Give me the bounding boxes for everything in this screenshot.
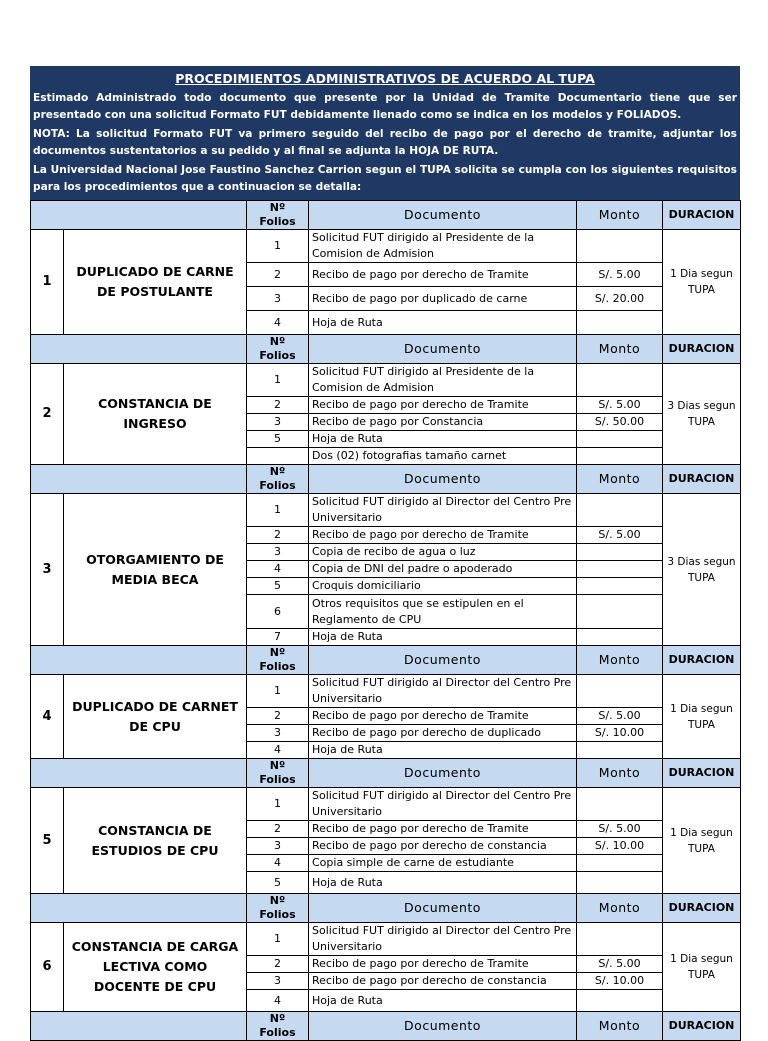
column-header-row: [31, 759, 741, 788]
document-requirement: Solicitud FUT dirigido al Director del Centro Pre Universitario: [309, 494, 577, 527]
header-monto: Monto: [577, 759, 663, 788]
document-requirement: Solicitud FUT dirigido al Director del Centro Pre Universitario: [309, 788, 577, 821]
header-documento: Documento: [309, 759, 577, 788]
document-requirement: Otros requisitos que se estipulen en el Reglamento de CPU: [309, 595, 577, 629]
amount: [577, 788, 663, 821]
folio-number: 3: [247, 725, 309, 742]
folio-number: 4: [247, 311, 309, 335]
duration: 1 Dia segun TUPA: [663, 230, 741, 335]
amount: [577, 230, 663, 263]
folio-number: 4: [247, 990, 309, 1012]
folio-number: 4: [247, 561, 309, 578]
amount: [577, 595, 663, 629]
header-monto: Monto: [577, 201, 663, 230]
folio-number: 2: [247, 397, 309, 414]
document-requirement: Recibo de pago por derecho de Tramite: [309, 708, 577, 725]
document-requirement: Dos (02) fotografias tamaño carnet: [309, 448, 577, 465]
header-folios: Nº Folios: [247, 646, 309, 675]
document-requirement: Recibo de pago por derecho de constancia: [309, 838, 577, 855]
amount: S/. 20.00: [577, 287, 663, 311]
header-documento: Documento: [309, 465, 577, 494]
header-folios: Nº Folios: [247, 335, 309, 364]
procedure-number: 2: [31, 364, 64, 465]
document-requirement: Recibo de pago por Constancia: [309, 414, 577, 431]
table-row: [31, 675, 741, 708]
header-blank-cell: [31, 759, 247, 788]
header-blank-cell: [31, 335, 247, 364]
document-requirement: Croquis domiciliario: [309, 578, 577, 595]
folio-number: [247, 448, 309, 465]
amount: [577, 431, 663, 448]
header-documento: Documento: [309, 335, 577, 364]
header-duracion: DURACION: [663, 646, 741, 675]
column-header-row: [31, 1012, 741, 1041]
document-requirement: Solicitud FUT dirigido al Presidente de la Comision de Admision: [309, 230, 577, 263]
folio-number: 1: [247, 675, 309, 708]
duration: 3 Dias segun TUPA: [663, 494, 741, 646]
document-requirement: Recibo de pago por derecho de Tramite: [309, 263, 577, 287]
amount: [577, 364, 663, 397]
document-requirement: Copia de DNI del padre o apoderado: [309, 561, 577, 578]
folio-number: 2: [247, 263, 309, 287]
intro-paragraph: Estimado Administrado todo documento que presente por la Unidad de Tramite Documentario tiene que ser presentado con una solicitud Formato FUT debidamente llenado como se indica en los modelos y FOLIADOS.: [33, 92, 737, 121]
document-title: PROCEDIMIENTOS ADMINISTRATIVOS DE ACUERDO AL TUPA: [175, 71, 595, 86]
header-duracion: DURACION: [663, 335, 741, 364]
procedure-name: OTORGAMIENTO DE MEDIA BECA: [64, 494, 247, 646]
folio-number: 1: [247, 494, 309, 527]
procedure-name: CONSTANCIA DE ESTUDIOS DE CPU: [64, 788, 247, 894]
duration: 1 Dia segun TUPA: [663, 788, 741, 894]
header-blank-cell: [31, 894, 247, 923]
amount: [577, 923, 663, 956]
header-duracion: DURACION: [663, 894, 741, 923]
header-duracion: DURACION: [663, 1012, 741, 1041]
folio-number: 1: [247, 923, 309, 956]
header-blank-cell: [31, 201, 247, 230]
table-row: [31, 923, 741, 956]
amount: [577, 544, 663, 561]
document-requirement: Copia de recibo de agua o luz: [309, 544, 577, 561]
duration: 1 Dia segun TUPA: [663, 923, 741, 1012]
document-requirement: Hoja de Ruta: [309, 990, 577, 1012]
document-requirement: Solicitud FUT dirigido al Director del Centro Pre Universitario: [309, 675, 577, 708]
header-documento: Documento: [309, 201, 577, 230]
header-monto: Monto: [577, 646, 663, 675]
column-header-row: [31, 465, 741, 494]
header-folios: Nº Folios: [247, 894, 309, 923]
header-monto: Monto: [577, 465, 663, 494]
header-documento: Documento: [309, 646, 577, 675]
amount: [577, 990, 663, 1012]
folio-number: 1: [247, 364, 309, 397]
header-blank-cell: [31, 465, 247, 494]
tupa-document: [30, 66, 740, 1041]
header-duracion: DURACION: [663, 201, 741, 230]
header-blank-cell: [31, 1012, 247, 1041]
procedure-name: DUPLICADO DE CARNET DE CPU: [64, 675, 247, 759]
amount: [577, 675, 663, 708]
amount: S/. 10.00: [577, 725, 663, 742]
amount: S/. 5.00: [577, 527, 663, 544]
document-requirement: Recibo de pago por derecho de constancia: [309, 973, 577, 990]
document-requirement: Copia simple de carne de estudiante: [309, 855, 577, 872]
header-monto: Monto: [577, 894, 663, 923]
folio-number: 3: [247, 287, 309, 311]
amount: S/. 10.00: [577, 838, 663, 855]
amount: [577, 855, 663, 872]
document-requirement: Hoja de Ruta: [309, 431, 577, 448]
header-duracion: DURACION: [663, 759, 741, 788]
folio-number: 3: [247, 838, 309, 855]
folio-number: 4: [247, 855, 309, 872]
amount: S/. 5.00: [577, 956, 663, 973]
folio-number: 1: [247, 788, 309, 821]
document-requirement: Recibo de pago por derecho de Tramite: [309, 821, 577, 838]
procedure-number: 4: [31, 675, 64, 759]
amount: [577, 561, 663, 578]
document-requirement: Recibo de pago por derecho de Tramite: [309, 956, 577, 973]
document-requirement: Recibo de pago por duplicado de carne: [309, 287, 577, 311]
procedure-name: CONSTANCIA DE CARGA LECTIVA COMO DOCENTE DE CPU: [64, 923, 247, 1012]
amount: [577, 494, 663, 527]
note-paragraph: NOTA: La solicitud Formato FUT va primero seguido del recibo de pago por el derecho de tramite, adjuntar los documentos sustentatorios a su pedido y al final se adjunta la HOJA DE RUTA.: [33, 128, 737, 157]
folio-number: 4: [247, 742, 309, 759]
amount: [577, 578, 663, 595]
procedure-number: 6: [31, 923, 64, 1012]
header-folios: Nº Folios: [247, 759, 309, 788]
header-documento: Documento: [309, 1012, 577, 1041]
requirements-paragraph: La Universidad Nacional Jose Faustino Sanchez Carrion segun el TUPA solicita se cumpla con los siguientes requisitos para los procedimientos que a continuacion se detalla:: [33, 164, 737, 193]
procedure-number: 5: [31, 788, 64, 894]
procedure-number: 1: [31, 230, 64, 335]
document-requirement: Recibo de pago por derecho de duplicado: [309, 725, 577, 742]
folio-number: 7: [247, 629, 309, 646]
folio-number: 2: [247, 708, 309, 725]
header-folios: Nº Folios: [247, 465, 309, 494]
procedures-table: [30, 200, 741, 1041]
amount: S/. 5.00: [577, 263, 663, 287]
amount: S/. 50.00: [577, 414, 663, 431]
document-requirement: Hoja de Ruta: [309, 629, 577, 646]
folio-number: 6: [247, 595, 309, 629]
header-blank-cell: [31, 646, 247, 675]
amount: [577, 448, 663, 465]
column-header-row: [31, 201, 741, 230]
header-duracion: DURACION: [663, 465, 741, 494]
header-folios: Nº Folios: [247, 1012, 309, 1041]
document-requirement: Solicitud FUT dirigido al Presidente de la Comision de Admision: [309, 364, 577, 397]
document-requirement: Hoja de Ruta: [309, 872, 577, 894]
folio-number: 5: [247, 431, 309, 448]
header-monto: Monto: [577, 335, 663, 364]
amount: [577, 872, 663, 894]
amount: S/. 5.00: [577, 397, 663, 414]
folio-number: 5: [247, 872, 309, 894]
header-banner: [30, 66, 740, 200]
procedure-number: 3: [31, 494, 64, 646]
folio-number: 3: [247, 973, 309, 990]
table-row: [31, 788, 741, 821]
header-folios: Nº Folios: [247, 201, 309, 230]
header-documento: Documento: [309, 894, 577, 923]
amount: S/. 10.00: [577, 973, 663, 990]
amount: [577, 629, 663, 646]
column-header-row: [31, 335, 741, 364]
amount: [577, 311, 663, 335]
table-row: [31, 494, 741, 527]
document-requirement: Hoja de Ruta: [309, 311, 577, 335]
folio-number: 2: [247, 527, 309, 544]
amount: [577, 742, 663, 759]
amount: S/. 5.00: [577, 708, 663, 725]
folio-number: 2: [247, 956, 309, 973]
amount: S/. 5.00: [577, 821, 663, 838]
document-requirement: Hoja de Ruta: [309, 742, 577, 759]
folio-number: 1: [247, 230, 309, 263]
document-requirement: Recibo de pago por derecho de Tramite: [309, 397, 577, 414]
folio-number: 2: [247, 821, 309, 838]
duration: 3 Dias segun TUPA: [663, 364, 741, 465]
folio-number: 3: [247, 544, 309, 561]
table-row: [31, 230, 741, 263]
header-monto: Monto: [577, 1012, 663, 1041]
procedure-name: DUPLICADO DE CARNE DE POSTULANTE: [64, 230, 247, 335]
column-header-row: [31, 646, 741, 675]
folio-number: 3: [247, 414, 309, 431]
document-requirement: Recibo de pago por derecho de Tramite: [309, 527, 577, 544]
procedure-name: CONSTANCIA DE INGRESO: [64, 364, 247, 465]
document-requirement: Solicitud FUT dirigido al Director del Centro Pre Universitario: [309, 923, 577, 956]
folio-number: 5: [247, 578, 309, 595]
table-row: [31, 364, 741, 397]
column-header-row: [31, 894, 741, 923]
duration: 1 Dia segun TUPA: [663, 675, 741, 759]
